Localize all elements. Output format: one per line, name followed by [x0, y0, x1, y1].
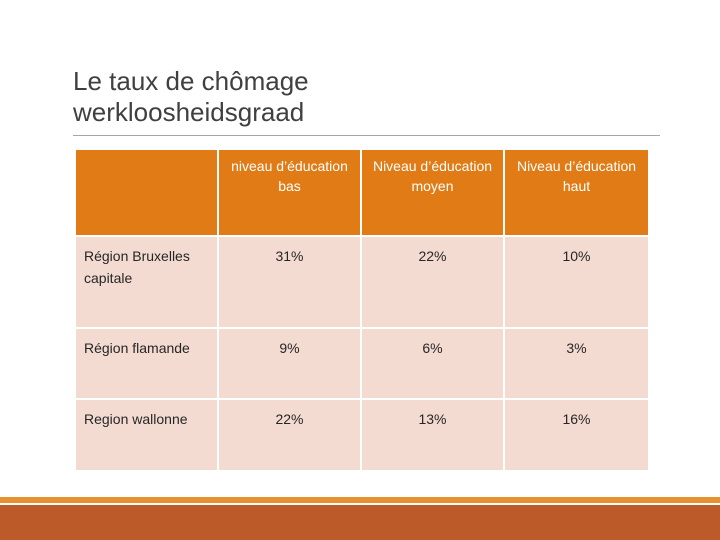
- row-label-flanders: Région flamande: [76, 328, 218, 399]
- header-education-low: niveau d’éducation bas: [218, 150, 361, 236]
- footer-bar: [0, 505, 720, 540]
- row-label-wallonia: Region wallonne: [76, 399, 218, 470]
- title-line-2: werkloosheidsgraad: [73, 97, 305, 127]
- table-cell: 13%: [361, 399, 504, 470]
- table-cell: 6%: [361, 328, 504, 399]
- slide-title: [73, 66, 633, 128]
- table-cell: 10%: [504, 236, 648, 328]
- table-cell: 16%: [504, 399, 648, 470]
- table-cell: 9%: [218, 328, 361, 399]
- table-cell: 3%: [504, 328, 648, 399]
- table-header-row: [76, 150, 648, 236]
- unemployment-table: [76, 150, 648, 470]
- title-line-1: Le taux de chômage: [73, 66, 309, 96]
- header-education-high: Niveau d’éducation haut: [504, 150, 648, 236]
- footer-accent-line: [0, 497, 720, 503]
- header-corner-cell: [76, 150, 218, 236]
- title-divider: [73, 135, 660, 136]
- table-row: [76, 236, 648, 328]
- table-cell: 31%: [218, 236, 361, 328]
- table-row: [76, 399, 648, 470]
- table-cell: 22%: [218, 399, 361, 470]
- table-cell: 22%: [361, 236, 504, 328]
- header-education-medium: Niveau d’éducation moyen: [361, 150, 504, 236]
- table-row: [76, 328, 648, 399]
- row-label-brussels: Région Bruxelles capitale: [76, 236, 218, 328]
